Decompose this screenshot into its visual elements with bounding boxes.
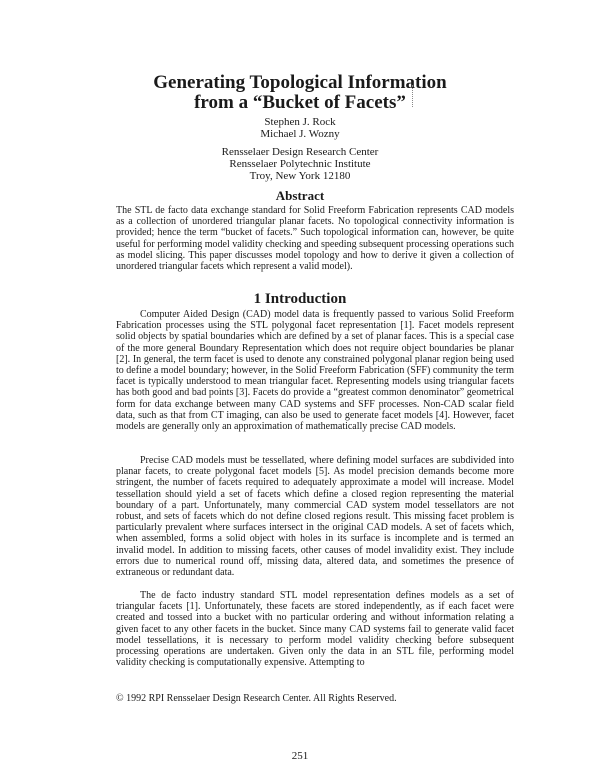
author-2: Michael J. Wozny	[260, 128, 340, 140]
affiliation-line-2: Rensselaer Polytechnic Institute	[229, 158, 371, 170]
abstract-text: The STL de facto data exchange standard for Solid Freeform Fabrication represents CAD models as a collection of unordered triangular planar facets. No topological connectivity information is provided; hence the term “bucket of facets.” Such topological information can, however, be quite useful for performing model validity checking and speeding subsequent processing operations such as model slicing. This paper discusses model topology and how to derive it given a collection of unordered triangular facets which represent a valid model).	[116, 205, 514, 273]
affiliation-line-3: Troy, New York 12180	[249, 170, 351, 182]
intro-paragraph-3: The de facto industry standard STL model representation defines models as a set of triangular facets [1]. Unfortunately, these facets are stored independently, as if each facet were created and tossed into a bucket with no particular ordering and without information relating a given facet to any other facets in the bucket. Since many CAD systems fail to generate valid facet model tessellations, it is necessary to perform model validity checking before subsequent processing operations are undertaken. Given only the data in an STL file, performing model validity checking is computationally expensive. Attempting to	[116, 590, 514, 669]
author-1: Stephen J. Rock	[264, 116, 336, 128]
section-1-heading: 1 Introduction	[253, 291, 347, 307]
abstract-heading: Abstract	[275, 188, 325, 203]
paper-title-line-2: from a “Bucket of Facets”	[194, 92, 406, 113]
copyright-notice: © 1992 RPI Rensselaer Design Research Center. All Rights Reserved.	[116, 693, 397, 704]
intro-paragraph-1: Computer Aided Design (CAD) model data is frequently passed to various Solid Freeform Fabrication processes using the STL polygonal facet representation [1]. Facet models represent solid objects by spatial boundaries which are defined by a set of planar faces. This is a special case of the more general Boundary Representation which does not require object boundaries be planar [2]. In general, the term facet is used to denote any constrained polygonal planar region being used to define a model boundary; however, in the Solid Freeform Fabrication (SFF) community the term facet is typically understood to mean triangular facet. Representing models using triangular facets has both good and bad points [3]. Facets do provide a “greatest common denominator” geometrical form for data exchange between many CAD systems and SFF processes. Non-CAD scalar field data, such as that from CT imaging, can also be used to generate facet models [4]. However, facet models are generally only an approximation of mathematically precise CAD models.	[116, 309, 514, 433]
paper-title-line-1: Generating Topological Information	[153, 72, 447, 93]
affiliation-line-1: Rensselaer Design Research Center	[221, 146, 379, 158]
page-number: 251	[291, 750, 309, 762]
intro-paragraph-2: Precise CAD models must be tessellated, where defining model surfaces are subdivided into planar facets, to create polygonal facet models [5]. As model precision demands become more stringent, the number of facets required to adequately approximate a model will increase. Model tessellation should yield a set of facets which define a closed region representing the material boundary of a part. Unfortunately, many commercial CAD system model tessellators are not robust, and sets of facets which do not define closed regions result. This missing facet problem is particularly prevalent where surfaces intersect in the original CAD models. A set of facets which, when assembled, forms a solid object with holes in its surface is incomplete and is termed an invalid model. In addition to missing facets, other causes of model invalidity exist. They include errors due to numerical round off, missing data, altered data, and sometimes the presence of extraneous or redundant data.	[116, 455, 514, 579]
margin-dotted-mark	[412, 85, 414, 107]
